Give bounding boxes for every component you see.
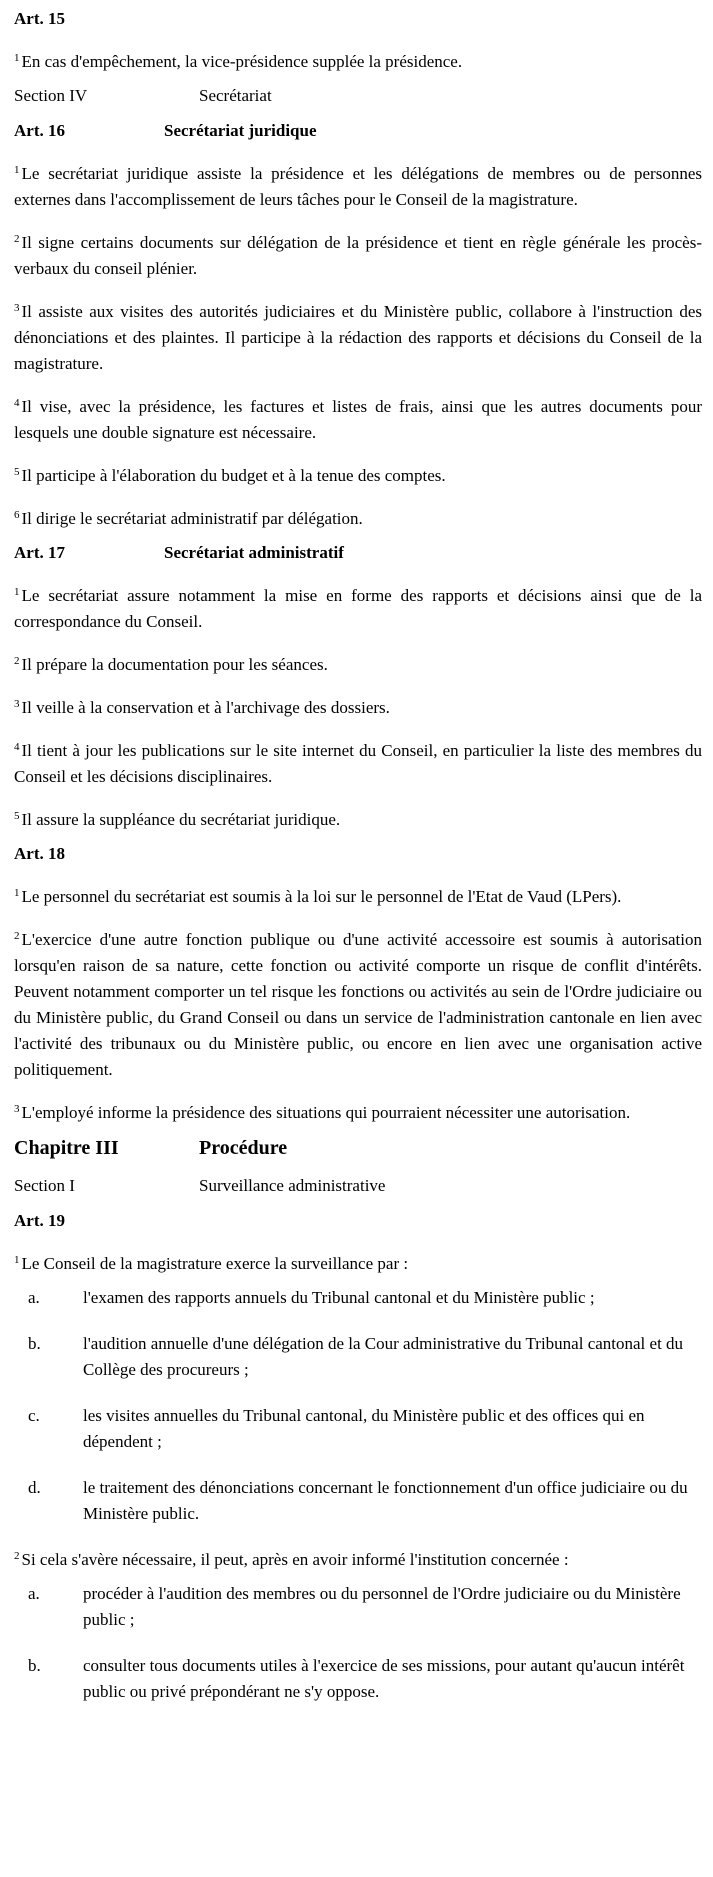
paragraph — [14, 583, 702, 635]
section-1-heading — [14, 1173, 713, 1199]
paragraph-number: 1 — [14, 1254, 20, 1266]
paragraph-number: 5 — [14, 810, 20, 822]
article-number: Art. 16 — [14, 121, 65, 140]
paragraph-number: 2 — [14, 930, 20, 942]
list-item-letter: a. — [28, 1584, 40, 1603]
section-title: Secrétariat — [199, 86, 272, 105]
paragraph — [14, 463, 702, 489]
article-19-list-2 — [14, 1581, 713, 1705]
paragraph — [14, 695, 702, 721]
list-item-text: procéder à l'audition des membres ou du personnel de l'Ordre judiciaire ou du Ministère public ; — [83, 1584, 681, 1629]
section-title: Surveillance administrative — [199, 1176, 386, 1195]
paragraph-text: Il prépare la documentation pour les séances. — [21, 655, 328, 674]
list-item-letter: b. — [28, 1334, 41, 1353]
paragraph-number: 3 — [14, 698, 20, 710]
list-item-letter: c. — [28, 1406, 40, 1425]
paragraph-number: 1 — [14, 586, 20, 598]
paragraph-text: Il dirige le secrétariat administratif par délégation. — [21, 509, 363, 528]
paragraph — [14, 161, 702, 213]
paragraph — [14, 1100, 702, 1126]
paragraph-text: Si cela s'avère nécessaire, il peut, après en avoir informé l'institution concernée : — [21, 1550, 569, 1569]
article-title: Secrétariat juridique — [164, 121, 317, 140]
list-item-letter: d. — [28, 1478, 41, 1497]
article-number: Art. 18 — [14, 844, 65, 863]
paragraph — [14, 652, 702, 678]
list-item — [14, 1653, 713, 1705]
paragraph-number: 6 — [14, 509, 20, 521]
paragraph-text: Il assiste aux visites des autorités judiciaires et du Ministère public, collabore à l'instruction des dénonciations et des plaintes. Il participe à la rédaction des rapports et décisions du Conseil de la magistrature. — [14, 302, 702, 373]
paragraph-number: 1 — [14, 164, 20, 176]
paragraph-text: Il veille à la conservation et à l'archivage des dossiers. — [21, 698, 390, 717]
paragraph — [14, 807, 702, 833]
list-item-letter: a. — [28, 1288, 40, 1307]
paragraph-number: 5 — [14, 466, 20, 478]
paragraph-number: 2 — [14, 233, 20, 245]
paragraph-text: L'employé informe la présidence des situations qui pourraient nécessiter une autorisation. — [21, 1103, 631, 1122]
list-item-text: l'examen des rapports annuels du Tribunal cantonal et du Ministère public ; — [83, 1288, 595, 1307]
article-16-paragraphs — [14, 161, 713, 532]
section-4-heading — [14, 83, 713, 109]
paragraph-text: En cas d'empêchement, la vice-présidence supplée la présidence. — [21, 52, 463, 71]
article-17-heading — [14, 540, 713, 566]
article-title: Secrétariat administratif — [164, 543, 344, 562]
paragraph-text: Il participe à l'élaboration du budget et à la tenue des comptes. — [21, 466, 446, 485]
article-18-paragraphs — [14, 884, 713, 1126]
paragraph-number: 2 — [14, 1550, 20, 1562]
list-item — [14, 1581, 713, 1633]
paragraph — [14, 230, 702, 282]
paragraph-text: Le secrétariat juridique assiste la présidence et les délégations de membres ou de personnes externes dans l'accomplissement de leurs tâches pour le Conseil de la magistrature. — [14, 164, 702, 209]
list-item-text: consulter tous documents utiles à l'exercice de ses missions, pour autant qu'aucun intérêt public ou privé prépondérant ne s'y oppose. — [83, 1656, 685, 1701]
section-number: Section I — [14, 1176, 75, 1195]
article-19-list-1 — [14, 1285, 713, 1527]
paragraph-number: 4 — [14, 741, 20, 753]
paragraph-number: 1 — [14, 52, 20, 64]
paragraph-text: Le secrétariat assure notamment la mise en forme des rapports et décisions ainsi que de la correspondance du Conseil. — [14, 586, 702, 631]
list-item — [14, 1475, 713, 1527]
paragraph — [14, 738, 702, 790]
article-18-heading — [14, 841, 713, 867]
paragraph — [14, 299, 702, 377]
chapter-number: Chapitre III — [14, 1137, 119, 1159]
paragraph — [14, 884, 702, 910]
paragraph — [14, 506, 702, 532]
list-item — [14, 1403, 713, 1455]
chapter-title: Procédure — [199, 1137, 288, 1159]
paragraph-text: Il tient à jour les publications sur le site internet du Conseil, en particulier la liste des membres du Conseil et les décisions disciplinaires. — [14, 741, 702, 786]
list-item — [14, 1285, 713, 1311]
list-item-letter: b. — [28, 1656, 41, 1675]
chapter-3-heading — [14, 1134, 713, 1162]
article-number: Art. 17 — [14, 543, 65, 562]
list-item-text: l'audition annuelle d'une délégation de la Cour administrative du Tribunal cantonal et du Collège des procureurs ; — [83, 1334, 684, 1379]
paragraph — [14, 927, 702, 1083]
article-15-paragraph-1 — [14, 49, 702, 75]
paragraph-text: Le Conseil de la magistrature exerce la surveillance par : — [21, 1254, 409, 1273]
paragraph-number: 3 — [14, 302, 20, 314]
paragraph-text: Il vise, avec la présidence, les factures et listes de frais, ainsi que les autres documents pour lesquels une double signature est nécessaire. — [14, 397, 702, 442]
section-number: Section IV — [14, 86, 88, 105]
article-16-heading — [14, 118, 713, 144]
list-item-text: les visites annuelles du Tribunal cantonal, du Ministère public et des offices qui en dépendent ; — [83, 1406, 645, 1451]
paragraph-number: 1 — [14, 887, 20, 899]
article-19-heading — [14, 1208, 713, 1234]
paragraph — [14, 394, 702, 446]
paragraph-number: 2 — [14, 655, 20, 667]
paragraph-text: Il signe certains documents sur délégation de la présidence et tient en règle générale les procès-verbaux du conseil plénier. — [14, 233, 702, 278]
article-15-heading — [14, 6, 713, 32]
list-item-text: le traitement des dénonciations concernant le fonctionnement d'un office judiciaire ou du Ministère public. — [83, 1478, 688, 1523]
list-item — [14, 1331, 713, 1383]
article-19-paragraph-1 — [14, 1251, 702, 1277]
paragraph-text: L'exercice d'une autre fonction publique ou d'une activité accessoire est soumis à autorisation lorsqu'en raison de sa nature, cette fonction ou activité comporte un risque de conflit d'intérêts. Peuvent notamment comporter un tel risque les fonctions ou activités au sein de l'Ordre judiciaire ou du Ministère public, du Grand Conseil ou dans un service de l'administration cantonale en lien avec l'activité des tribunaux ou du Ministère public, ou encore en lien avec une organisation active politiquement. — [14, 930, 702, 1079]
article-19-paragraph-2 — [14, 1547, 702, 1573]
article-number: Art. 19 — [14, 1211, 65, 1230]
article-17-paragraphs — [14, 583, 713, 833]
paragraph-number: 3 — [14, 1103, 20, 1115]
paragraph-number: 4 — [14, 397, 20, 409]
article-number: Art. 15 — [14, 9, 65, 28]
paragraph-text: Le personnel du secrétariat est soumis à la loi sur le personnel de l'Etat de Vaud (LPers). — [21, 887, 622, 906]
paragraph-text: Il assure la suppléance du secrétariat juridique. — [21, 810, 341, 829]
